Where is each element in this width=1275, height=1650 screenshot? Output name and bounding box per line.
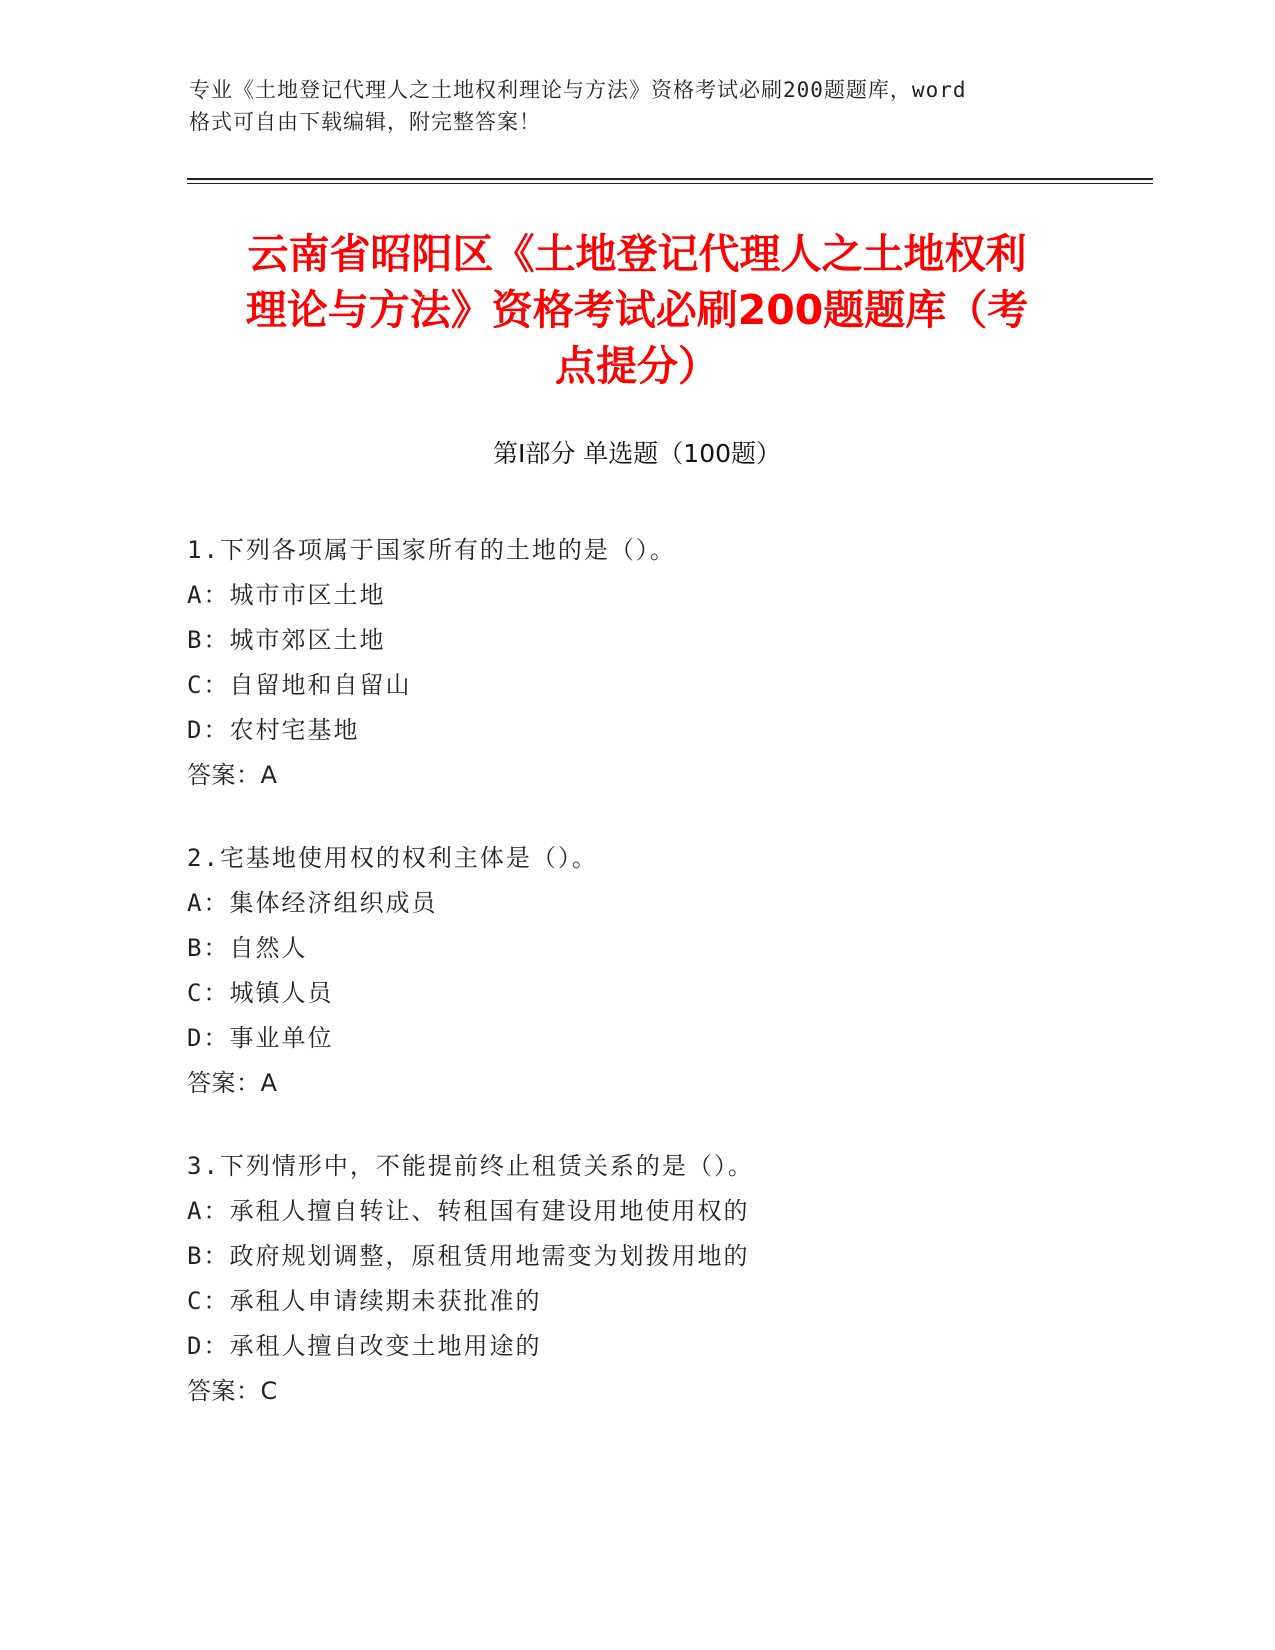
answer: 答案：A bbox=[187, 1069, 278, 1097]
option-c: C：承租人申请续期未获批准的 bbox=[187, 1287, 542, 1315]
question-3 bbox=[187, 1144, 1137, 1414]
header-divider bbox=[187, 178, 1153, 180]
answer: 答案：C bbox=[187, 1377, 278, 1405]
option-d: D：农村宅基地 bbox=[187, 716, 360, 744]
document-title-line: 云南省昭阳区《土地登记代理人之土地权利 bbox=[247, 230, 1027, 278]
header-note bbox=[189, 74, 1069, 138]
document-title-line: 理论与方法》资格考试必刷200题题库（考 bbox=[245, 286, 1029, 334]
header-divider-thin bbox=[187, 183, 1153, 184]
question-stem: 1.下列各项属于国家所有的土地的是（）。 bbox=[187, 536, 676, 564]
question-list bbox=[187, 528, 1137, 1452]
header-note-line: 专业《土地登记代理人之土地权利理论与方法》资格考试必刷200题题库，word bbox=[189, 78, 967, 102]
document-title bbox=[187, 226, 1087, 394]
option-d: D：事业单位 bbox=[187, 1024, 334, 1052]
section-heading: 第Ⅰ部分 单选题（100题） bbox=[492, 439, 782, 468]
header-note-line: 格式可自由下载编辑，附完整答案！ bbox=[189, 110, 541, 134]
question-stem: 2.宅基地使用权的权利主体是（）。 bbox=[187, 844, 598, 872]
option-b: B：城市郊区土地 bbox=[187, 626, 386, 654]
question-stem: 3.下列情形中，不能提前终止租赁关系的是（）。 bbox=[187, 1152, 754, 1180]
option-a: A：承租人擅自转让、转租国有建设用地使用权的 bbox=[187, 1197, 750, 1225]
option-a: A：集体经济组织成员 bbox=[187, 889, 438, 917]
answer: 答案：A bbox=[187, 761, 278, 789]
option-a: A：城市市区土地 bbox=[187, 581, 386, 609]
option-d: D：承租人擅自改变土地用途的 bbox=[187, 1332, 542, 1360]
document-title-line: 点提分） bbox=[555, 342, 719, 390]
question-2 bbox=[187, 836, 1137, 1106]
option-b: B：自然人 bbox=[187, 934, 308, 962]
option-b: B：政府规划调整，原租赁用地需变为划拨用地的 bbox=[187, 1242, 750, 1270]
option-c: C：城镇人员 bbox=[187, 979, 334, 1007]
option-c: C：自留地和自留山 bbox=[187, 671, 412, 699]
question-1 bbox=[187, 528, 1137, 798]
